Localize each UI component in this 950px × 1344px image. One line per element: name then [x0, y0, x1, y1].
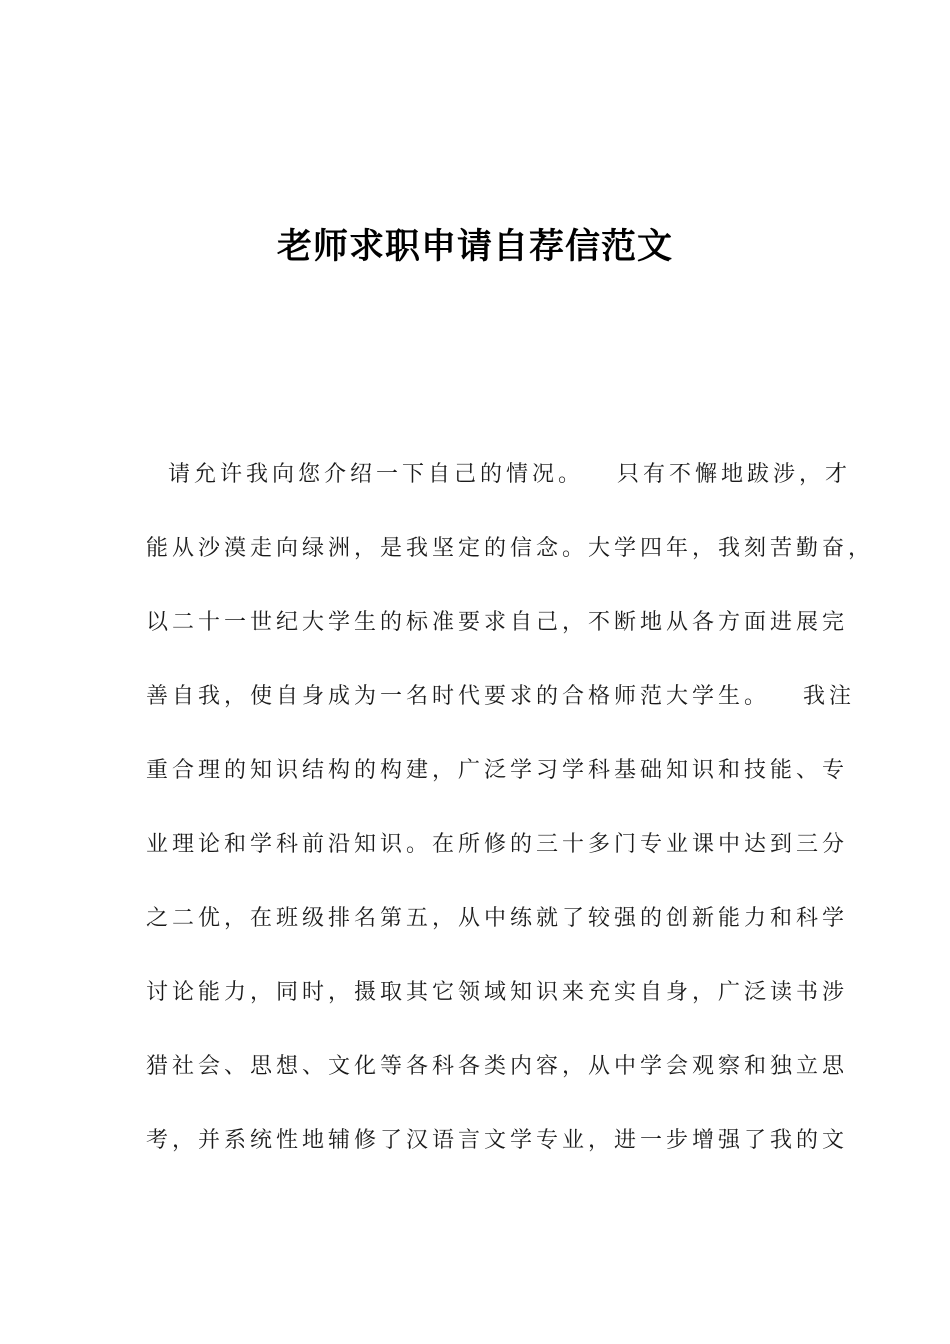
document-title: 老师求职申请自荐信范文 [276, 227, 673, 267]
body-line: 能从沙漠走向绿洲，是我坚定的信念。大学四年，我刻苦勤奋， [146, 536, 875, 561]
body-line: 讨论能力，同时，摄取其它领域知识来充实自身，广泛读书涉 [146, 980, 849, 1005]
body-line: 猎社会、思想、文化等各科各类内容，从中学会观察和独立思 [146, 1054, 849, 1079]
body-line: 业理论和学科前沿知识。在所修的三十多门专业课中达到三分 [146, 832, 849, 857]
body-line: 之二优，在班级排名第五，从中练就了较强的创新能力和科学 [146, 906, 849, 931]
body-line: 重合理的知识结构的构建，广泛学习学科基础知识和技能、专 [146, 758, 849, 783]
body-line: 善自我，使自身成为一名时代要求的合格师范大学生。 我注 [146, 684, 855, 709]
body-line: 请允许我向您介绍一下自己的情况。 只有不懈地跋涉，才 [146, 462, 851, 487]
body-line: 以二十一世纪大学生的标准要求自己，不断地从各方面进展完 [146, 610, 849, 635]
document-body [146, 455, 875, 1195]
body-line: 考，并系统性地辅修了汉语言文学专业，进一步增强了我的文 [146, 1128, 849, 1153]
